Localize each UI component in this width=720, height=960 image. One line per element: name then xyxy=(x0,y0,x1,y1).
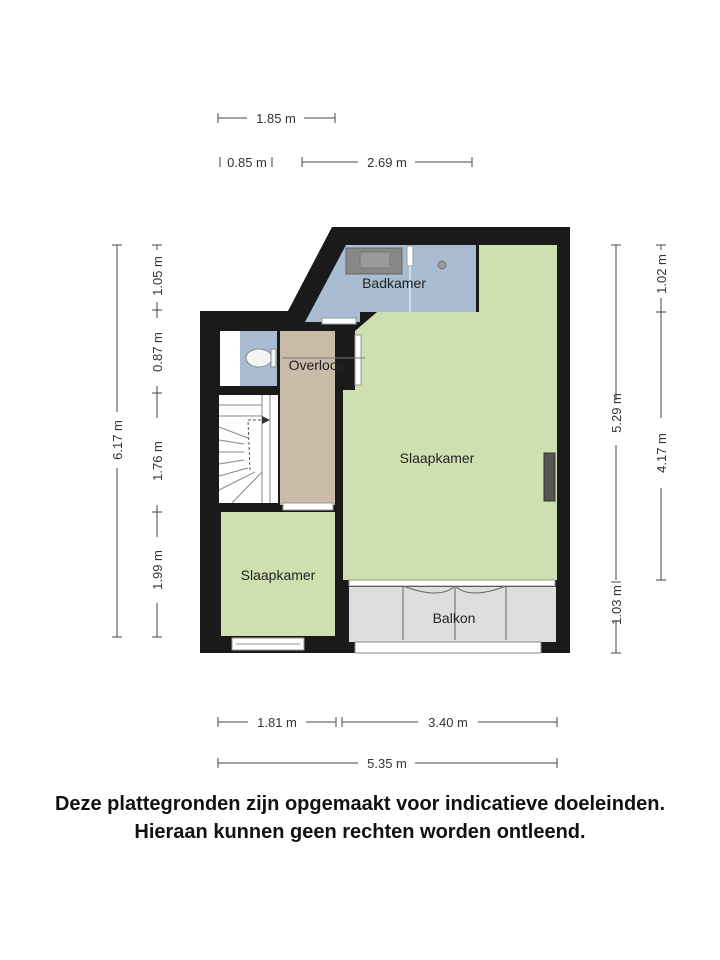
dim-left-b: 0.87 m xyxy=(150,332,165,372)
room-label-badkamer: Badkamer xyxy=(362,275,426,291)
dim-bottom-b: 3.40 m xyxy=(428,715,468,730)
dim-right-d: 4.17 m xyxy=(654,433,669,473)
dim-top-2a: 0.85 m xyxy=(227,155,267,170)
dim-left-c: 1.76 m xyxy=(150,441,165,481)
dim-bottom-a: 1.81 m xyxy=(257,715,297,730)
door-bathroom xyxy=(322,318,356,324)
shower-screen-icon xyxy=(407,246,413,266)
door-landing-bedroom xyxy=(355,335,361,385)
disclaimer-line-2: Hieraan kunnen geen rechten worden ontleend. xyxy=(134,821,586,843)
dim-right-c: 1.02 m xyxy=(654,254,669,294)
dim-left-total: 6.17 m xyxy=(110,420,125,460)
dim-left-a: 1.05 m xyxy=(150,256,165,296)
dim-top-1: 1.85 m xyxy=(256,111,296,126)
door-balcony xyxy=(349,580,555,586)
disclaimer xyxy=(0,790,720,846)
room-label-slaapkamer-main: Slaapkamer xyxy=(399,450,475,466)
dim-left-d: 1.99 m xyxy=(150,550,165,590)
toilet-tank-icon xyxy=(271,349,276,367)
radiator-icon xyxy=(544,453,555,501)
stairs-area xyxy=(219,395,278,503)
storage-cupboard xyxy=(220,331,240,386)
shower-drain-icon xyxy=(438,261,446,269)
dim-right-a: 5.29 m xyxy=(609,393,624,433)
sink-basin-icon xyxy=(360,252,390,268)
toilet-icon xyxy=(246,349,272,367)
room-label-overloop: Overloop xyxy=(288,357,346,373)
room-label-balkon: Balkon xyxy=(432,610,476,626)
room-label-slaapkamer-small: Slaapkamer xyxy=(240,567,316,583)
disclaimer-line-1: Deze plattegronden zijn opgemaakt voor indicatieve doeleinden. xyxy=(54,793,666,815)
dim-right-b: 1.03 m xyxy=(609,585,624,625)
dim-bottom-total: 5.35 m xyxy=(367,756,407,771)
dim-top-2b: 2.69 m xyxy=(367,155,407,170)
balcony-edge xyxy=(355,642,541,653)
door-small-bedroom xyxy=(283,503,333,510)
